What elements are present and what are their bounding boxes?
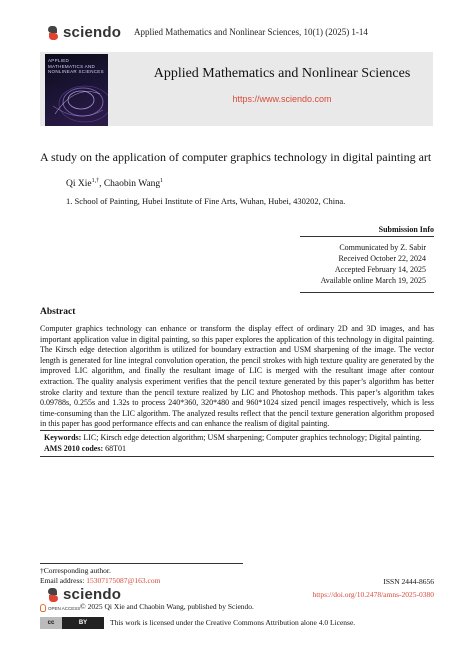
submission-info-heading: Submission Info <box>378 225 434 234</box>
journal-cover-image <box>45 54 108 126</box>
creative-commons-icon: cc <box>40 617 62 629</box>
accepted-date: Accepted February 14, 2025 <box>334 265 426 274</box>
abstract-heading: Abstract <box>40 307 76 317</box>
corresponding-author-note: †Corresponding author. <box>40 566 111 575</box>
affiliation: 1. School of Painting, Hubei Institute of Fine Arts, Wuhan, Hubei, 430202, China. <box>66 196 346 206</box>
author-affil-mark: 1,† <box>91 178 100 184</box>
cc-by-license-badge[interactable] <box>40 617 104 629</box>
available-date: Available online March 19, 2025 <box>320 276 426 285</box>
issn: ISSN 2444-8656 <box>383 577 434 586</box>
keywords-line <box>44 433 430 444</box>
journal-url-link[interactable]: https://www.sciendo.com <box>232 94 332 104</box>
footnote-divider <box>40 563 243 564</box>
keywords-box <box>40 430 434 457</box>
attribution-icon: BY <box>78 620 88 626</box>
doi-link[interactable]: https://doi.org/10.2478/amns-2025-0380 <box>312 590 434 599</box>
author-affil-mark: 1 <box>160 178 164 184</box>
communicated-by: Communicated by Z. Sabir <box>339 243 426 252</box>
keywords-text: LIC; Kirsch edge detection algorithm; USM sharpening; Computer graphics technology; Digital painting. <box>81 433 422 442</box>
abstract-text: Computer graphics technology can enhance or transform the display effect of ordinary 2D and 3D images, and has important application value in digital painting, so this paper explores the application of this technology in digital painting. The Kirsch edge detection algorithm is utilized for boundary extraction and USM sharpening of the image. The vector length is generated for line integral convolution operation, the pencil strokes with high texture quality are generated by the improved LIC algorithm, and finally the resultant image of LIC is merged with the resultant image after contour extraction. The quality analysis experiment verifies that the pencil texture generated by this paper’s algorithm has better stroke clarity and texture than the pencil texture realized by LIC and Photoshop methods. This paper’s algorithm takes 0.09788s, 0.255s and 1.32s to process 240*360, 320*480 and 960*1024 sized pencil images respectively, which is less time-consuming than the LIC algorithm. The analyzed results reflect that the pencil texture generation algorithm proposed in this paper has good performance effects and can enhance the realism of digital painting. <box>40 324 434 429</box>
email-link[interactable]: 15307175087@163.com <box>86 576 161 585</box>
ams-codes-line <box>44 444 430 455</box>
license-notice: This work is licensed under the Creative Commons Attribution alone 4.0 License. <box>110 618 356 627</box>
keywords-label: Keywords: <box>44 433 82 442</box>
cover-title: APPLIED MATHEMATICS AND NONLINEAR SCIENCES <box>48 58 104 75</box>
journal-banner <box>40 52 433 126</box>
journal-name: Applied Mathematics and Nonlinear Sciences <box>153 66 411 81</box>
email-line <box>40 576 160 585</box>
sciendo-logo <box>47 24 121 41</box>
open-access-label: OPEN ACCESS <box>48 605 81 611</box>
copyright-notice: © 2025 Qi Xie and Chaobin Wang, published by Sciendo. <box>80 602 254 611</box>
sciendo-mark-icon <box>47 26 59 40</box>
cover-swirl-graphic <box>45 54 108 126</box>
open-access-badge <box>40 604 80 612</box>
author-list <box>66 178 163 189</box>
ams-label: AMS 2010 codes: <box>44 443 104 453</box>
open-access-lock-icon <box>40 604 46 612</box>
article-title: A study on the application of computer graphics technology in digital painting art <box>40 150 432 164</box>
author-name: , Chaobin Wang <box>99 179 161 190</box>
author-name: Qi Xie <box>66 179 92 190</box>
divider <box>300 292 434 293</box>
ams-codes: 68T01 <box>103 443 126 453</box>
sciendo-wordmark: sciendo <box>63 24 122 41</box>
sciendo-wordmark: sciendo <box>63 586 122 603</box>
email-label: Email address: <box>40 576 87 585</box>
journal-reference: Applied Mathematics and Nonlinear Sciences, 10(1) (2025) 1-14 <box>134 27 368 37</box>
divider <box>300 236 434 237</box>
submission-dates <box>321 242 426 286</box>
received-date: Received October 22, 2024 <box>338 254 426 263</box>
sciendo-footer-logo <box>47 586 121 603</box>
sciendo-mark-icon <box>47 588 59 602</box>
